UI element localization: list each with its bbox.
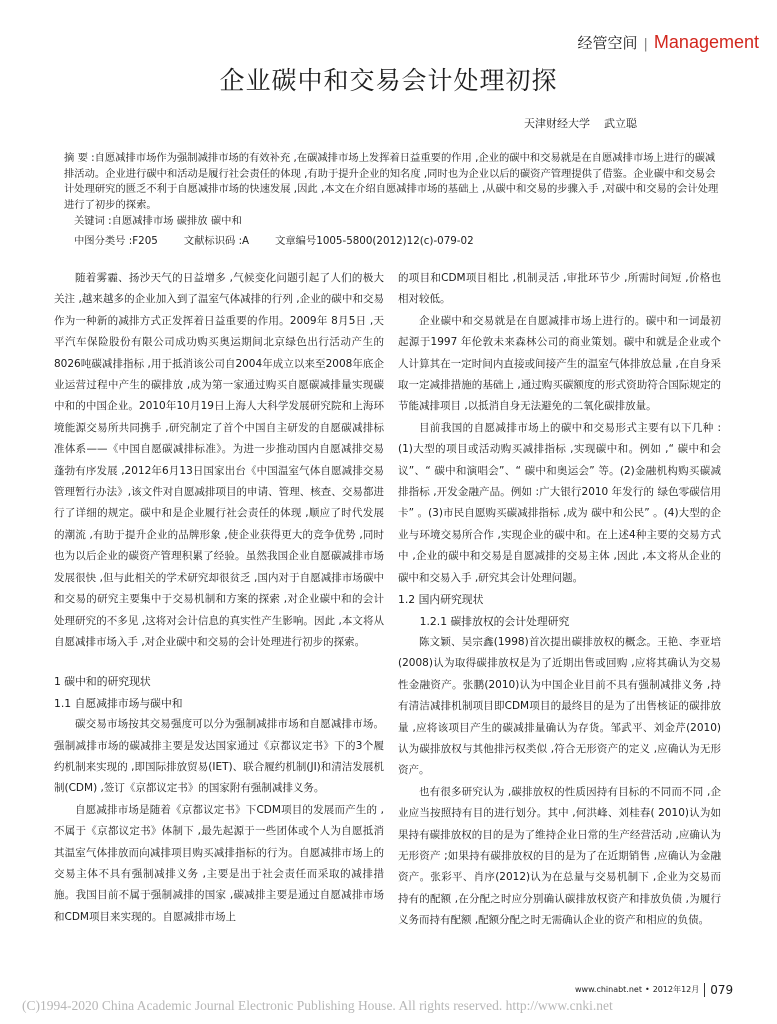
section-heading: 1 碳中和的研究现状 xyxy=(54,675,151,689)
author-name: 武立聪 xyxy=(604,117,637,130)
author-line xyxy=(510,117,637,131)
header-divider: | xyxy=(643,37,648,52)
section-name-cn: 经管空间 xyxy=(577,34,638,52)
body-column-left xyxy=(54,268,384,928)
copyright-watermark: (C)1994-2020 China Academic Journal Electronic Publishing House. All rights reserved. http://www.cnki.net xyxy=(22,998,613,1013)
page-number: 079 xyxy=(710,983,734,997)
body-paragraph: 碳交易市场按其交易强度可以分为强制减排市场和自愿减排市场。强制减排市场的碳减排主要是发达国家通过《京都议定书》下的3个履约机制来实现的 ,即国际排放贸易(IET)、联合履约机制(JI)和清洁发展机制(CDM) ,签订《京都议定书》的国家附有强制减排义务。 xyxy=(54,718,384,795)
article-number: 文章编号1005-5800(2012)12(c)-079-02 xyxy=(275,235,474,247)
body-column-right xyxy=(398,268,721,932)
body-paragraph: 随着雾霾、扬沙天气的日益增多 ,气候变化问题引起了人们的极大关注 ,越来越多的企业加入到了温室气体减排的行列 ,企业的碳中和交易作为一种新的减排方式正发挥着日益重要的作用。2009年 8月5日 ,天平汽车保险股份有限公司成功购买奥运期间北京绿色出行活动产生的8026吨碳减排指标 ,用于抵消该公司自2004年成立以来至2008年底企业运营过程中产生的碳排放 ,成为第一家通过购买自愿碳减排量实现碳中和的中国企业。2010年10月19日上海人大科学发展研究院和上海环境能源交易所共同携手 ,研究制定了首个中国自主研发的自愿碳减排标准体系——《中国自愿碳减排标准》。为进一步推动国内自愿减排交易蓬勃有序发展 ,2012年6月13日国家出台《中国温室气体自愿减排交易管理暂行办法》,该文件对自愿减排项目的申请、管理、核查、交易都进行了详细的规定。碳中和是企业履行社会责任的体现 ,顺应了时代发展的潮流 ,有助于提升企业的品牌形象 ,使企业获得更大的竞争优势 ,同时也为以后企业的碳资产管理积累了经验。虽然我国企业自愿碳减排市场发展很快 ,但与此相关的学术研究却很贫乏 ,国内对于自愿减排市场碳中和交易的研究主要集中于交易机制和方案的探索 ,对企业碳中和的会计处理研究的不多见 ,这将对会计信息的真实性产生影响。因此 ,本文将从自愿减排市场入手 ,对企业碳中和交易的会计处理进行初步的探索。 xyxy=(54,272,384,648)
keywords: 关键词 :自愿减排市场 碳排放 碳中和 xyxy=(74,215,242,227)
body-paragraph: 陈文颖、吴宗鑫(1998)首次提出碳排放权的概念。王艳、李亚培(2008)认为取得碳排放权是为了近期出售或回购 ,应将其确认为交易性金融资产。张鹏(2010)认为中国企业目前不具有强制减排义务 ,持有清洁减排机制项目即CDM项目的最终目的是为了出售核证的碳排放量 ,应将该项目产生的碳减排量确认为存货。邹武平、刘金芹(2010)认为碳排放权与其他排污权类似 ,符合无形资产的定义 ,应确认为无形资产。 xyxy=(398,635,721,777)
footer-bullet: • xyxy=(645,985,650,994)
paper-title: 企业碳中和交易会计处理初探 xyxy=(219,66,558,95)
section-heading: 1.1 自愿减排市场与碳中和 xyxy=(54,696,183,710)
footer-site: www.chinabt.net xyxy=(575,985,642,994)
page-footer xyxy=(575,983,733,997)
body-paragraph: 的项目和CDM项目相比 ,机制灵活 ,审批环节少 ,所需时间短 ,价格也相对较低。 xyxy=(398,272,721,306)
body-paragraph: 自愿减排市场是随着《京都议定书》下CDM项目的发展而产生的 ,不属于《京都议定书》体制下 ,最先起源于一些团体或个人为自愿抵消其温室气体排放而向减排项目购买减排指标的行为。自愿减排市场上的交易主体不具有强制减排义务 ,主要是出于社会责任而采取的减排措施。我国目前不属于强制减排的国家 ,碳减排主要是通过自愿减排市场和CDM项目来实现的。自愿减排市场上 xyxy=(54,803,384,923)
section-header xyxy=(578,31,759,56)
clc-number: 中图分类号 :F205 xyxy=(74,235,158,247)
footer-issue: 2012年12月 xyxy=(652,985,700,994)
body-paragraph: 企业碳中和交易就是在自愿减排市场上进行的。碳中和一词最初起源于1997 年伦敦未来森林公司的商业策划。碳中和就是企业或个人计算其在一定时间内直接或间接产生的温室气体排放总量 ,在自身采取一定减排措施的基础上 ,通过购买碳额度的形式资助符合国际规定的节能减排项目 ,以抵消自身无法避免的二氧化碳排放量。 xyxy=(398,314,721,413)
section-heading: 1.2 国内研究现状 xyxy=(398,593,484,607)
document-code: 文献标识码 :A xyxy=(183,235,250,247)
footer-divider xyxy=(704,983,705,997)
section-heading: 1.2.1 碳排放权的会计处理研究 xyxy=(419,614,570,628)
author-affiliation: 天津财经大学 xyxy=(524,117,590,130)
abstract: 摘 要 :自愿减排市场作为强制减排市场的有效补充 ,在碳减排市场上发挥着日益重要的作用 ,企业的碳中和交易就是在自愿减排市场上进行的碳减排活动。企业进行碳中和活动是履行社会责任的体现 ,有助于提升企业的知名度 ,同时也为企业以后的碳资产管理提供了借鉴。企业碳中和交易会计处理研究的匮乏不利于自愿减排市场的快速发展 ,因此 ,本文在介绍自愿减排市场的基础上 ,从碳中和交易的步骤入手 ,对碳中和交易的会计处理进行了初步的探索。 xyxy=(64,152,719,211)
body-paragraph: 目前我国的自愿减排市场上的碳中和交易形式主要有以下几种 :(1)大型的项目或活动购买减排指标 ,实现碳中和。例如 ,“ 碳中和会议”、“ 碳中和演唱会”、“ 碳中和奥运会” 等。(2)金融机构购买碳减排指标 ,开发金融产品。例如 :广大银行2010 年发行的 绿色零碳信用卡” 。(3)市民自愿购买碳减排指标 ,成为 碳中和公民” 。(4)大型的企业与环境交易所合作 ,实现企业的碳中和。在上述4种主要的交易方式中 ,企业的碳中和交易是自愿减排的交易主体 ,因此 ,本文将从企业的碳中和交易入手 ,研究其会计处理问题。 xyxy=(398,421,721,584)
body-paragraph: 也有很多研究认为 ,碳排放权的性质因持有目标的不同而不同 ,企业应当按照持有目的进行划分。其中 ,何洪峰、刘桂春( 2010)认为如果持有碳排放权的目的是为了维持企业日常的生产经营活动 ,应确认为无形资产 ;如果持有碳排放权的目的是为了在近期销售 ,应确认为金融资产。张彩平、肖序(2012)认为在总量与交易机制下 ,企业为交易而持有的配额 ,在分配之时应分别确认碳排放权资产和排放负债 ,为履行义务而持有配额 ,配额分配之时无需确认企业的资产和相应的负债。 xyxy=(398,785,721,927)
classification-line xyxy=(74,234,500,249)
section-name-en: Management xyxy=(653,32,759,52)
